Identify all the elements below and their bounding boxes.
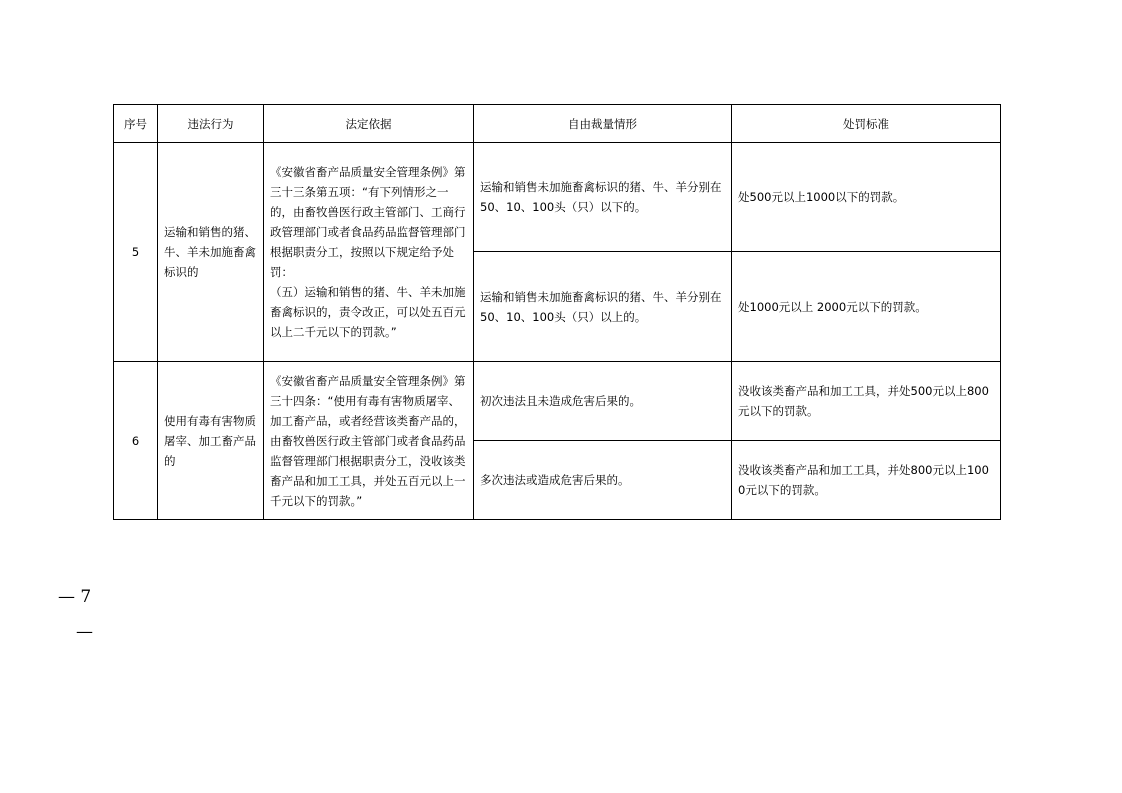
legal-basis-text: 《安徽省畜产品质量安全管理条例》第三十四条：“使用有毒有害物质屠宰、加工畜产品，或者经营该类畜产品的，由畜牧兽医行政主管部门或者食品药品监督管理部门根据职责分工，没收该类畜产品和加工工具，并处五百元以上一千元以下的罚款。” xyxy=(270,373,466,508)
page-number-dash: — xyxy=(76,622,93,642)
header-situation: 自由裁量情形 xyxy=(474,105,732,143)
header-no: 序号 xyxy=(114,105,158,143)
penalty-cell: 没收该类畜产品和加工工具，并处500元以上800元以下的罚款。 xyxy=(732,362,1001,441)
row-number: 5 xyxy=(114,143,158,362)
legal-basis-cell xyxy=(264,143,474,362)
page-number: — 7 xyxy=(58,587,92,607)
legal-basis-text: 《安徽省畜产品质量安全管理条例》第三十三条第五项：“有下列情形之一的，由畜牧兽医行政主管部门、工商行政管理部门或者食品药品监督管理部门根据职责分工，按照以下规定给予处罚： （五）运输和销售的猪、牛、羊未加施畜禽标识的，责令改正，可以处五百元以上二千元以下的罚款。” xyxy=(270,165,466,339)
penalty-cell: 处500元以上1000以下的罚款。 xyxy=(732,143,1001,252)
table-row xyxy=(114,362,1001,441)
violation-cell: 运输和销售的猪、牛、羊未加施畜禽标识的 xyxy=(158,143,264,362)
penalty-cell: 没收该类畜产品和加工工具，并处800元以上1000元以下的罚款。 xyxy=(732,441,1001,520)
legal-basis-cell xyxy=(264,362,474,520)
header-penalty: 处罚标准 xyxy=(732,105,1001,143)
violation-cell: 使用有毒有害物质屠宰、加工畜产品的 xyxy=(158,362,264,520)
table-row xyxy=(114,143,1001,252)
situation-cell: 多次违法或造成危害后果的。 xyxy=(474,441,732,520)
situation-cell: 运输和销售未加施畜禽标识的猪、牛、羊分别在50、10、100头（只）以下的。 xyxy=(474,143,732,252)
header-row xyxy=(114,105,1001,143)
situation-cell: 初次违法且未造成危害后果的。 xyxy=(474,362,732,441)
header-basis: 法定依据 xyxy=(264,105,474,143)
header-act: 违法行为 xyxy=(158,105,264,143)
situation-cell: 运输和销售未加施畜禽标识的猪、牛、羊分别在50、10、100头（只）以上的。 xyxy=(474,252,732,362)
row-number: 6 xyxy=(114,362,158,520)
penalty-table xyxy=(113,104,1001,520)
penalty-cell: 处1000元以上 2000元以下的罚款。 xyxy=(732,252,1001,362)
